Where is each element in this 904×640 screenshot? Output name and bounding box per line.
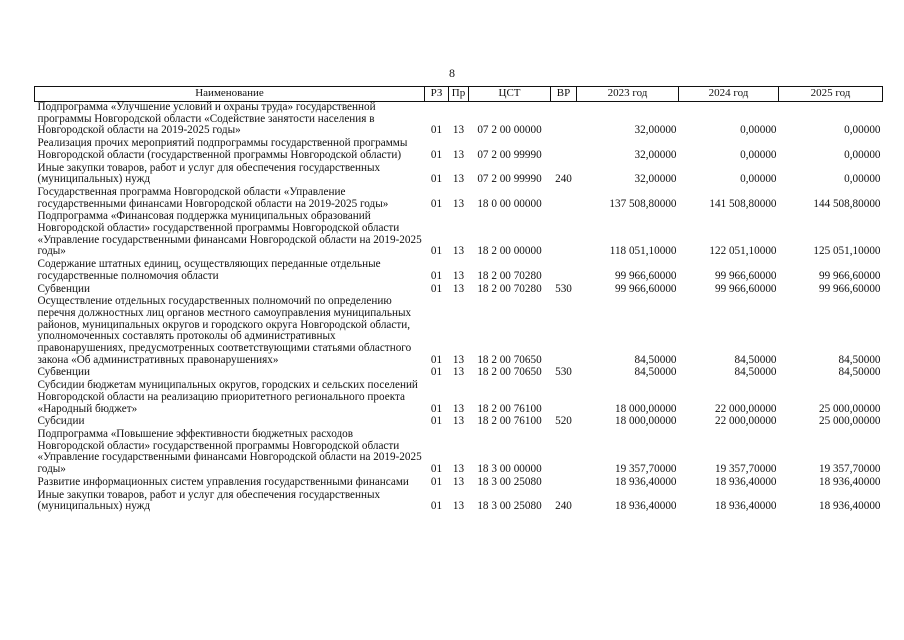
row-2025: 125 051,10000 xyxy=(813,245,881,258)
row-2025: 0,00000 xyxy=(844,173,881,186)
row-2025: 99 966,60000 xyxy=(818,282,881,295)
row-pr: 13 xyxy=(452,245,465,258)
budget-table xyxy=(34,86,883,514)
row-pr: 13 xyxy=(452,124,465,137)
row-cst: 18 2 00 70650 xyxy=(477,353,542,366)
row-pr: 13 xyxy=(452,173,465,186)
row-2024: 18 936,40000 xyxy=(714,475,777,488)
table-row xyxy=(35,296,883,367)
row-name: Развитие информационных систем управления государственными финансами xyxy=(37,475,409,488)
header-2023: 2023 год xyxy=(577,87,679,102)
row-rz: 01 xyxy=(430,282,443,295)
row-2024: 22 000,00000 xyxy=(714,402,777,415)
row-2025: 18 936,40000 xyxy=(818,500,881,513)
header-2024: 2024 год xyxy=(679,87,779,102)
table-row xyxy=(35,429,883,477)
row-name: Реализация прочих мероприятий подпрограммы государственной программы Новгородской области (государственной программы Новгородской области) xyxy=(37,137,408,161)
header-2025: 2025 год xyxy=(779,87,883,102)
row-2023: 84,50000 xyxy=(634,366,677,379)
row-rz: 01 xyxy=(430,269,443,282)
header-vr: ВР xyxy=(551,87,577,102)
row-rz: 01 xyxy=(430,402,443,415)
row-vr: 530 xyxy=(555,282,572,295)
row-2023: 19 357,70000 xyxy=(614,463,677,476)
row-vr xyxy=(551,211,577,259)
row-name: Подпрограмма «Улучшение условий и охраны труда» государственной программы Новгородской области «Содействие занятости населения в Новгородской области на 2019-2025 годы» xyxy=(37,101,376,137)
row-rz: 01 xyxy=(430,475,443,488)
row-2023: 99 966,60000 xyxy=(614,282,677,295)
row-vr: 520 xyxy=(555,415,572,428)
table-row xyxy=(35,138,883,162)
row-name: Подпрограмма «Повышение эффективности бюджетных расходов Новгородской области» государственной программы Новгородской области «Управление государственными финансами Новгородской области на 2019-2025 годы» xyxy=(37,427,422,476)
row-vr: 530 xyxy=(555,366,572,379)
row-vr xyxy=(551,296,577,367)
row-pr: 13 xyxy=(452,402,465,415)
row-2025: 18 936,40000 xyxy=(818,475,881,488)
row-cst: 18 2 00 76100 xyxy=(477,415,542,428)
row-2023: 137 508,80000 xyxy=(609,197,677,210)
table-header-row xyxy=(35,87,883,102)
row-name: Содержание штатных единиц, осуществляющих переданные отдельные государственные полномочия области xyxy=(37,258,381,282)
header-pr: Пр xyxy=(449,87,469,102)
row-2025: 84,50000 xyxy=(838,353,881,366)
row-2023: 32,00000 xyxy=(634,124,677,137)
row-2024: 22 000,00000 xyxy=(714,415,777,428)
row-2024: 0,00000 xyxy=(740,148,777,161)
row-cst: 18 0 00 00000 xyxy=(477,197,542,210)
row-pr: 13 xyxy=(452,148,465,161)
row-name: Осуществление отдельных государственных полномочий по определению перечня должностных лиц органов местного самоуправления муниципальных районов, муниципальных округов и городского округа Новгородской области, уполномоченных составлять протоколы об административных правонарушениях, предусмотренных соответствующими статьями областного закона «Об административных правонарушениях» xyxy=(37,295,412,366)
row-cst: 18 2 00 00000 xyxy=(477,245,542,258)
row-vr xyxy=(551,380,577,416)
row-vr xyxy=(551,259,577,283)
row-pr: 13 xyxy=(452,353,465,366)
row-cst: 07 2 00 99990 xyxy=(477,148,542,161)
row-cst: 18 3 00 25080 xyxy=(477,500,542,513)
row-cst: 18 3 00 25080 xyxy=(477,475,542,488)
row-cst: 18 3 00 00000 xyxy=(477,463,542,476)
row-2024: 0,00000 xyxy=(740,124,777,137)
row-pr: 13 xyxy=(452,500,465,513)
row-2024: 19 357,70000 xyxy=(714,463,777,476)
row-vr xyxy=(551,429,577,477)
row-2023: 18 936,40000 xyxy=(614,500,677,513)
table-row xyxy=(35,259,883,283)
row-pr: 13 xyxy=(452,269,465,282)
row-2025: 0,00000 xyxy=(844,148,881,161)
row-rz: 01 xyxy=(430,353,443,366)
row-name: Субсидии xyxy=(37,415,85,428)
row-2024: 18 936,40000 xyxy=(714,500,777,513)
row-2023: 32,00000 xyxy=(634,173,677,186)
table-row xyxy=(35,380,883,416)
row-pr: 13 xyxy=(452,197,465,210)
row-2024: 122 051,10000 xyxy=(709,245,777,258)
row-vr xyxy=(551,477,577,490)
row-name: Субвенции xyxy=(37,282,90,295)
table-row xyxy=(35,187,883,211)
row-2024: 99 966,60000 xyxy=(714,282,777,295)
row-2025: 99 966,60000 xyxy=(818,269,881,282)
row-cst: 07 2 00 99990 xyxy=(477,173,542,186)
row-rz: 01 xyxy=(430,415,443,428)
row-2023: 18 000,00000 xyxy=(614,402,677,415)
row-rz: 01 xyxy=(430,463,443,476)
row-cst: 07 2 00 00000 xyxy=(477,124,542,137)
row-2024: 84,50000 xyxy=(734,353,777,366)
row-pr: 13 xyxy=(452,415,465,428)
row-pr: 13 xyxy=(452,463,465,476)
row-cst: 18 2 00 76100 xyxy=(477,402,542,415)
row-vr xyxy=(551,102,577,139)
row-vr: 240 xyxy=(555,500,572,513)
row-2024: 0,00000 xyxy=(740,173,777,186)
row-pr: 13 xyxy=(452,366,465,379)
row-2025: 25 000,00000 xyxy=(818,415,881,428)
table-row xyxy=(35,211,883,259)
row-vr xyxy=(551,187,577,211)
row-cst: 18 2 00 70650 xyxy=(477,366,542,379)
row-2023: 118 051,10000 xyxy=(609,245,677,258)
row-name: Субвенции xyxy=(37,366,90,379)
table-row xyxy=(35,163,883,187)
row-name: Иные закупки товаров, работ и услуг для обеспечения государственных (муниципальных) нужд xyxy=(37,488,381,513)
header-cst: ЦСТ xyxy=(469,87,551,102)
row-2024: 141 508,80000 xyxy=(709,197,777,210)
row-2023: 18 000,00000 xyxy=(614,415,677,428)
row-2025: 84,50000 xyxy=(838,366,881,379)
table-row xyxy=(35,490,883,514)
row-rz: 01 xyxy=(430,500,443,513)
row-2025: 19 357,70000 xyxy=(818,463,881,476)
row-2023: 32,00000 xyxy=(634,148,677,161)
row-vr xyxy=(551,138,577,162)
row-2023: 18 936,40000 xyxy=(614,475,677,488)
row-2024: 99 966,60000 xyxy=(714,269,777,282)
row-2025: 144 508,80000 xyxy=(813,197,881,210)
row-cst: 18 2 00 70280 xyxy=(477,269,542,282)
row-rz: 01 xyxy=(430,197,443,210)
row-2025: 25 000,00000 xyxy=(818,402,881,415)
row-vr: 240 xyxy=(555,173,572,186)
row-rz: 01 xyxy=(430,124,443,137)
row-pr: 13 xyxy=(452,475,465,488)
row-2024: 84,50000 xyxy=(734,366,777,379)
row-name: Подпрограмма «Финансовая поддержка муниципальных образований Новгородской области» государственной программы Новгородской области «Управление государственными финансами Новгородской области на 2019-2025 годы» xyxy=(37,210,422,258)
row-name: Субсидии бюджетам муниципальных округов, городских и сельских поселений Новгородской области на реализацию приоритетного регионального проекта «Народный бюджет» xyxy=(37,379,418,415)
row-2023: 99 966,60000 xyxy=(614,269,677,282)
row-rz: 01 xyxy=(430,366,443,379)
header-name: Наименование xyxy=(35,87,425,102)
row-2023: 84,50000 xyxy=(634,353,677,366)
header-rz: РЗ xyxy=(425,87,449,102)
table-row xyxy=(35,477,883,490)
page-number: 8 xyxy=(449,66,455,80)
row-rz: 01 xyxy=(430,245,443,258)
row-pr: 13 xyxy=(452,282,465,295)
row-2025: 0,00000 xyxy=(844,124,881,137)
table-row xyxy=(35,102,883,139)
row-cst: 18 2 00 70280 xyxy=(477,282,542,295)
row-rz: 01 xyxy=(430,173,443,186)
row-name: Иные закупки товаров, работ и услуг для обеспечения государственных (муниципальных) нужд xyxy=(37,161,381,186)
row-rz: 01 xyxy=(430,148,443,161)
row-name: Государственная программа Новгородской области «Управление государственными финансами Новгородской области на 2019-2025 годы» xyxy=(37,185,389,210)
